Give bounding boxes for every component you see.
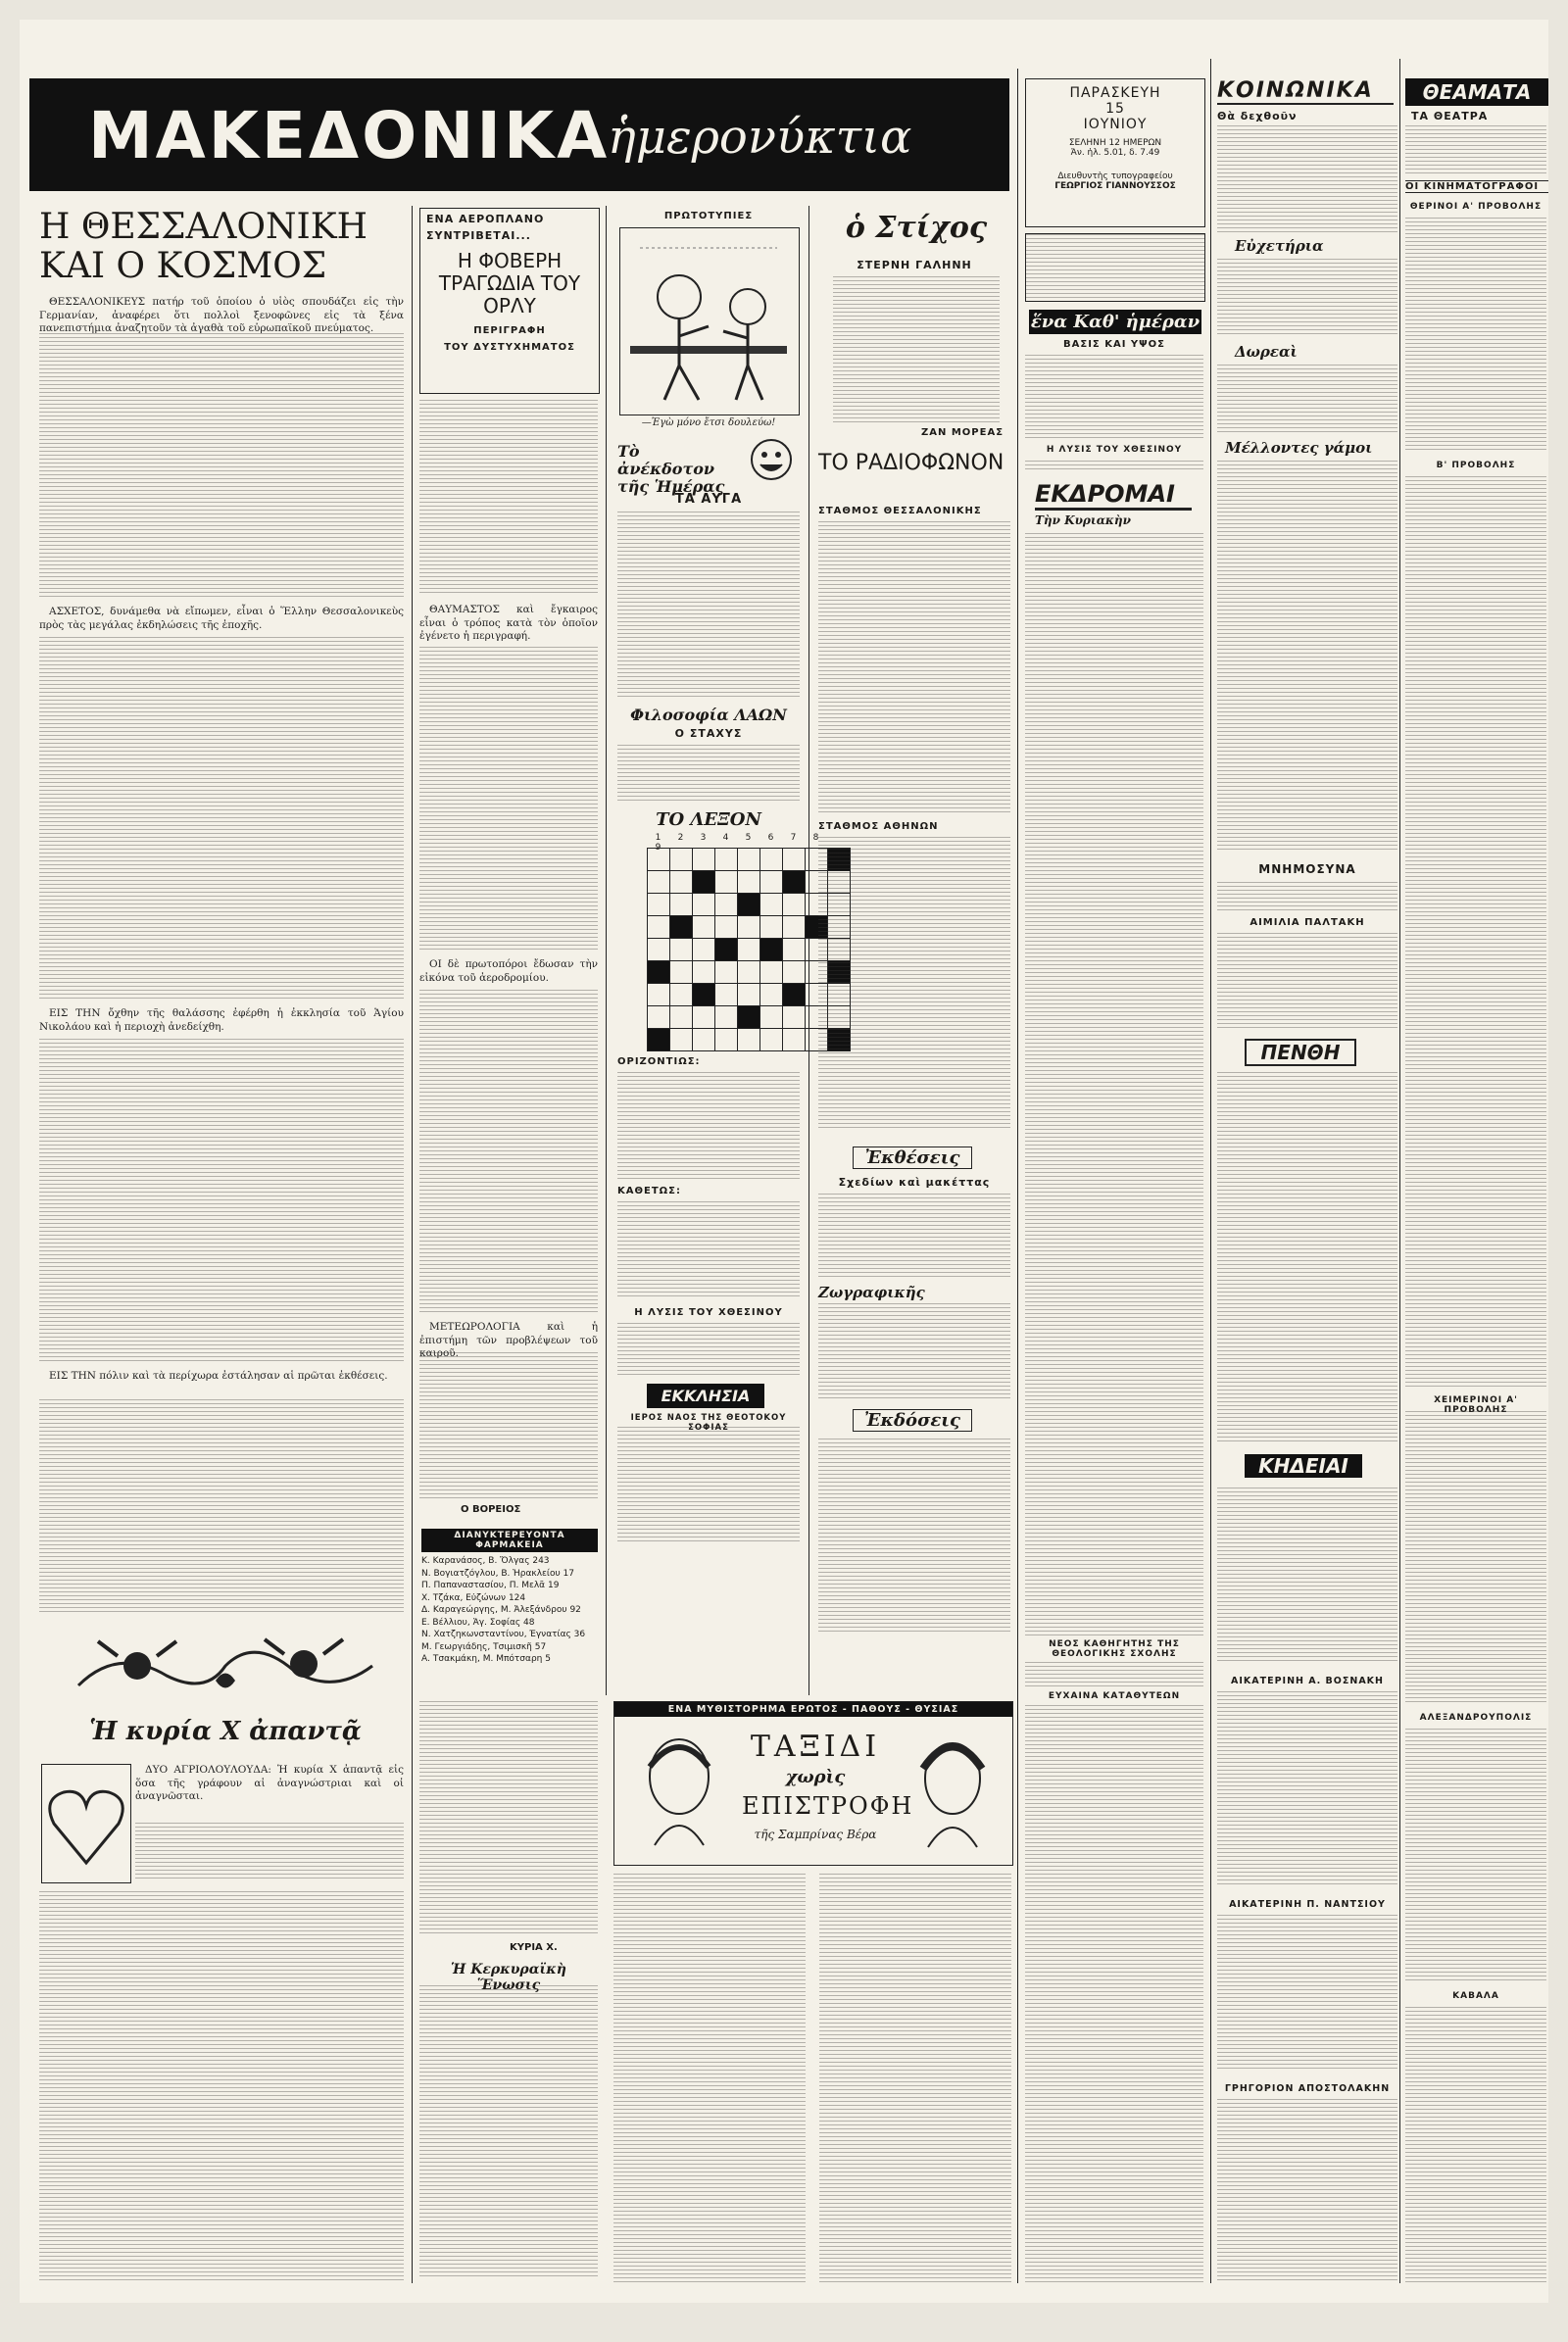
exhibitions-heading: Ἐκθέσεις xyxy=(853,1147,972,1169)
crossword-cell xyxy=(693,916,715,939)
main-headline: Η ΘΕΣΣΑΛΟΝΙΚΗ ΚΑΙ Ο ΚΟΣΜΟΣ xyxy=(39,207,368,286)
crossword-number: 1 xyxy=(655,833,662,843)
funerals-heading: ΚΗΔΕΙΑΙ xyxy=(1245,1454,1362,1478)
poem-title: ΣΤΕΡΝΗ ΓΑΛΗΝΗ xyxy=(857,259,972,271)
radio-station: ΣΤΑΘΜΟΣ ΑΘΗΝΩΝ xyxy=(818,821,939,832)
article-body xyxy=(1217,882,1397,911)
article-body xyxy=(39,1891,404,2283)
solution-text xyxy=(617,1323,800,1378)
excursion-heading: ΕΚΔΡΟΜΑΙ xyxy=(1035,480,1192,511)
pharmacy-item: Μ. Γεωργιάδης, Τσιμισκῆ 57 xyxy=(421,1641,547,1652)
crossword-cell xyxy=(648,916,670,939)
crossword-cell xyxy=(783,871,806,894)
column-rule xyxy=(412,206,413,2283)
crossword-cell xyxy=(760,1029,783,1051)
article-body xyxy=(1217,1072,1397,1444)
article-body xyxy=(818,1303,1010,1401)
article-body xyxy=(419,1352,598,1499)
cinema-subheading: ΑΛΕΞΑΝΔΡΟΥΠΟΛΙΣ xyxy=(1419,1713,1533,1723)
crossword-cell xyxy=(670,849,693,871)
serial-banner: ΕΝΑ ΜΥΘΙΣΤΟΡΗΜΑ ΕΡΩΤΟΣ - ΠΑΘΟΥΣ - ΘΥΣΙΑΣ xyxy=(614,1702,1012,1717)
crossword-cell xyxy=(738,961,760,984)
crossword-cell xyxy=(693,961,715,984)
box-kicker: ΣΥΝΤΡΙΒΕΤΑΙ... xyxy=(426,229,531,242)
crossword-cell xyxy=(670,1006,693,1029)
article-body xyxy=(39,1039,404,1362)
crossword-cell xyxy=(648,939,670,961)
crossword-cell xyxy=(760,961,783,984)
article-text: ΜΕΤΕΩΡΟΛΟΓΙΑ καὶ ἡ ἐπιστήμη τῶν προβλέψεων τοῦ καιροῦ. xyxy=(419,1321,598,1359)
masthead-subtitle: ἡμερονύκτια xyxy=(608,110,912,165)
crossword-cell xyxy=(693,1006,715,1029)
memorial-heading: ΜΝΗΜΟΣΥΝΑ xyxy=(1258,862,1356,876)
memorial-name: ΑΙΜΙΛΙΑ ΠΑΛΤΑΚΗ xyxy=(1250,917,1365,928)
serial-title-1: ΤΑΞΙΔΙ xyxy=(750,1730,881,1764)
article-body xyxy=(617,512,800,698)
crossword-cell xyxy=(783,1006,806,1029)
cinema-listings xyxy=(1405,1411,1546,1705)
crossword-cell xyxy=(760,916,783,939)
crossword-cell xyxy=(715,871,738,894)
article-body xyxy=(39,637,404,1000)
article-body xyxy=(419,1985,598,2279)
crossword-number: 8 xyxy=(812,833,819,843)
crossword-cell xyxy=(648,871,670,894)
crossword-cell xyxy=(738,984,760,1006)
crossword-cell xyxy=(783,961,806,984)
crossword-heading: ΤΟ ΛΕΞΟΝ xyxy=(656,809,761,830)
pharmacy-item: Ν. Βογιατζόγλου, Β. Ἡρακλείου 17 xyxy=(421,1568,574,1579)
crossword-cell xyxy=(648,984,670,1006)
cartoon-caption: —Ἐγὼ μόνο ἔτσι δουλεύω! xyxy=(641,417,776,428)
crossword-cell xyxy=(783,984,806,1006)
crossword-cell xyxy=(693,984,715,1006)
crossword-cell xyxy=(760,939,783,961)
cinema-listings xyxy=(1405,218,1546,453)
publications-heading: Ἐκδόσεις xyxy=(853,1409,972,1432)
pharmacy-box xyxy=(421,1529,598,1676)
serial-illustration xyxy=(620,1728,738,1857)
poem-heading: ὁ Στίχος xyxy=(845,211,988,245)
crossword-clues xyxy=(617,1072,800,1180)
article-text: ΑΣΧΕΤΟΣ, δυνάμεθα νὰ εἴπωμεν, εἶναι ὁ Ἕλλην Θεσσαλονικεὺς πρὸς τὰς μεγάλας ἐκδηλώσεις τῆς ἐποχῆς. xyxy=(39,606,404,631)
article-paragraph xyxy=(39,1370,404,1388)
crossword-cell xyxy=(738,849,760,871)
crossword-number: 5 xyxy=(745,833,752,843)
article-paragraph xyxy=(39,1007,404,1038)
article-text: ΕΙΣ ΤΗΝ πόλιν καὶ τὰ περίχωρα ἐστάλησαν αἱ πρῶται ἐκθέσεις. xyxy=(49,1370,388,1382)
box-kicker: ΕΝΑ ΑΕΡΟΠΛΑΝΟ xyxy=(426,213,545,225)
article-text: ΕΙΣ ΤΗΝ ὄχθην τῆς θαλάσσης ἐφέρθη ἡ ἐκκλησία τοῦ Ἁγίου Νικολάου καὶ ἡ περιοχὴ ἀνεδείχθη. xyxy=(39,1007,404,1033)
article-body xyxy=(419,400,598,596)
article-body xyxy=(1405,125,1546,174)
pharmacy-heading: ΔΙΑΝΥΚΤΕΡΕΥΟΝΤΑ ΦΑΡΜΑΚΕΙΑ xyxy=(421,1529,598,1552)
article-body xyxy=(1025,461,1203,472)
date-line: ΣΕΛΗΝΗ 12 ΗΜΕΡΩΝ xyxy=(1068,138,1162,148)
crossword-cell xyxy=(738,939,760,961)
crossword-cell xyxy=(670,871,693,894)
crossword-cell xyxy=(738,1006,760,1029)
crossword-cell xyxy=(670,939,693,961)
serial-title-3: ΕΠΙΣΤΡΟΦΗ xyxy=(742,1792,914,1820)
crossword-cell xyxy=(715,849,738,871)
crossword-clues xyxy=(617,1201,800,1299)
crossword-cell xyxy=(783,894,806,916)
crossword-vertical-heading: ΚΑΘΕΤΩΣ: xyxy=(617,1186,681,1196)
pharmacy-list xyxy=(421,1555,598,1666)
serial-text xyxy=(819,1874,1011,2283)
cinema-subheading: ΧΕΙΜΕΡΙΝΟΙ Α' ΠΡΟΒΟΛΗΣ xyxy=(1434,1395,1518,1415)
column-rule xyxy=(1399,59,1400,2283)
crossword-cell xyxy=(715,961,738,984)
crossword-cell xyxy=(648,1006,670,1029)
crossword-cell xyxy=(648,894,670,916)
article-body xyxy=(1217,1915,1397,2072)
radio-schedule xyxy=(818,521,1010,815)
crossword-cell xyxy=(693,1029,715,1051)
pharmacy-item: Κ. Καρανάσος, Β. Ὄλγας 243 xyxy=(421,1556,550,1566)
date-number: 15 xyxy=(1105,101,1125,117)
article-body xyxy=(135,1823,404,1881)
kerkyra-heading: Ἡ Κερκυραϊκὴ Ἕνωσις xyxy=(451,1962,566,1993)
pharmacy-item: Ε. Βέλλιου, Ἁγ. Σοφίας 48 xyxy=(421,1617,535,1628)
article-signature: Ο ΒΟΡΕΙΟΣ xyxy=(461,1504,521,1515)
cinema-subheading: ΘΕΡΙΝΟΙ Α' ΠΡΟΒΟΛΗΣ xyxy=(1409,202,1543,212)
serial-author: τῆς Σαμπρίνας Βέρα xyxy=(754,1828,877,1841)
cinema-listings xyxy=(1405,476,1546,1388)
cartoon-heading: ΠΡΩΤΟΤΥΠΙΕΣ xyxy=(663,211,754,221)
crossword-cell xyxy=(693,849,715,871)
theatre-heading: ΘΕΑΜΑΤΑ xyxy=(1405,78,1548,106)
radio-station: ΣΤΑΘΜΟΣ ΘΕΣΣΑΛΟΝΙΚΗΣ xyxy=(818,506,982,516)
crossword-cell xyxy=(670,894,693,916)
article-body xyxy=(1217,125,1397,233)
crossword-cell xyxy=(738,894,760,916)
crossword-cell xyxy=(693,939,715,961)
date-box xyxy=(1025,78,1205,227)
crossword-cell xyxy=(738,871,760,894)
crossword-cell xyxy=(738,916,760,939)
anekdoto-face-icon xyxy=(747,435,796,484)
date-day: ΠΑΡΑΣΚΕΥΗ xyxy=(1069,85,1161,101)
crossword-cell xyxy=(715,916,738,939)
cinema-heading: ΟΙ ΚΙΝΗΜΑΤΟΓΡΑΦΟΙ xyxy=(1405,180,1548,193)
article-paragraph xyxy=(419,604,598,648)
cupids-illustration xyxy=(59,1627,392,1715)
mourning-heading: ΠΕΝΘΗ xyxy=(1245,1039,1356,1066)
cinema-listings xyxy=(1405,1729,1546,1983)
radio-schedule xyxy=(818,837,1010,1131)
radio-heading: ΤΟ ΡΑΔΙΟΦΩΝΟΝ xyxy=(818,451,1004,475)
article-signature: ΚΥΡΙΑ Χ. xyxy=(510,1942,558,1953)
date-line: ΓΕΩΡΓΙΟΣ ΓΙΑΝΝΟΥΣΣΟΣ xyxy=(1054,181,1176,191)
social-heading: ΚΟΙΝΩΝΙΚΑ xyxy=(1217,78,1394,105)
cartoon-image xyxy=(619,227,800,415)
box-title: Η ΦΟΒΕΡΗ ΤΡΑΓΩΔΙΑ ΤΟΥ ΟΡΛΥ xyxy=(438,249,581,317)
article-body xyxy=(818,1439,1010,1635)
box-line: ΠΕΡΙΓΡΑΦΗ xyxy=(473,325,546,336)
article-body xyxy=(1025,1705,1203,2283)
article-body xyxy=(419,1701,598,1936)
cinema-subheading: ΚΑΒΑΛΑ xyxy=(1452,1991,1499,2001)
crossword-horizontal-heading: ΟΡΙΖΟΝΤΙΩΣ: xyxy=(617,1056,701,1067)
article-body xyxy=(1217,1691,1397,1887)
news-footer: ΕΥΧΑΙΝΑ ΚΑΤΑΘΥΤΕΩΝ xyxy=(1025,1691,1203,1701)
cinema-subheading: Β' ΠΡΟΒΟΛΗΣ xyxy=(1436,461,1516,470)
crossword-cell xyxy=(670,916,693,939)
painting-heading: Ζωγραφικῆς xyxy=(818,1284,925,1301)
pharmacy-item: Χ. Τζάκα, Εὐζώνων 124 xyxy=(421,1592,526,1603)
masthead-title: ΜΑΚΕΔΟΝΙΚΑ xyxy=(88,98,611,173)
news-heading: ΝΕΟΣ ΚΑΘΗΓΗΤΗΣ ΤΗΣ ΘΕΟΛΟΓΙΚΗΣ ΣΧΟΛΗΣ xyxy=(1025,1636,1203,1662)
crossword-cell xyxy=(760,849,783,871)
article-body xyxy=(39,1399,404,1615)
article-paragraph xyxy=(39,606,404,636)
article-body xyxy=(1217,365,1397,433)
crossword-cell xyxy=(648,1029,670,1051)
church-subtitle: ΙΕΡΟΣ ΝΑΟΣ ΤΗΣ ΘΕΟΤΟΚΟΥ ΣΟΦΙΑΣ xyxy=(630,1413,787,1433)
plane-crash-box xyxy=(419,208,600,394)
crossword-cell xyxy=(738,1029,760,1051)
article-body xyxy=(1025,355,1203,438)
article-body xyxy=(1217,933,1397,1031)
serial-banner-box xyxy=(613,1701,1013,1866)
poem-author: ΖΑΝ ΜΟΡΕΑΣ xyxy=(921,427,1004,438)
article-body xyxy=(1217,2099,1397,2283)
pharmacy-item: Ν. Χατζηκωνσταντίνου, Ἐγνατίας 36 xyxy=(421,1630,586,1639)
funeral-name: ΓΡΗΓΟΡΙΟΝ ΑΠΟΣΤΟΛΑΚΗΝ xyxy=(1224,2083,1391,2094)
article-body xyxy=(818,1194,1010,1277)
crossword-cell xyxy=(715,894,738,916)
funeral-name: ΑΙΚΑΤΕΡΙΝΗ Π. ΝΑΝΤΣΙΟΥ xyxy=(1229,1899,1386,1910)
crossword-cell xyxy=(783,916,806,939)
crossword-cell xyxy=(783,1029,806,1051)
crossword-cell xyxy=(693,871,715,894)
date-month: ΙΟΥΝΙΟΥ xyxy=(1083,117,1148,132)
excursion-subtitle: Τὴν Κυριακὴν xyxy=(1035,513,1131,527)
crossword-number: 3 xyxy=(700,833,707,843)
article-body xyxy=(419,647,598,951)
date-line: Ἀν. ἡλ. 5.01, δ. 7.49 xyxy=(1070,148,1160,158)
anekdoto-heading: Τὸ ἀνέκδοτον τῆς Ἡμέρας xyxy=(617,442,725,496)
serial-illustration xyxy=(899,1728,1006,1857)
crossword-cell xyxy=(648,961,670,984)
philosophy-heading: Φιλοσοφία ΛΑΩΝ xyxy=(630,706,787,724)
serial-title-2: χωρὶς xyxy=(785,1767,846,1787)
serial-text xyxy=(613,1874,806,2283)
gifts-heading: Δωρεαὶ xyxy=(1235,343,1298,361)
solution-heading: Η ΛΥΣΙΣ ΤΟΥ ΧΘΕΣΙΝΟΥ xyxy=(634,1307,783,1318)
daily-signature: Η ΛΥΣΙΣ ΤΟΥ ΧΘΕΣΙΝΟΥ xyxy=(1046,445,1183,455)
newspaper-page xyxy=(20,20,1548,2303)
wishes-heading: Εὐχετήρια xyxy=(1235,237,1324,255)
weddings-heading: Μέλλοντες γάμοι xyxy=(1225,439,1373,457)
cinema-listings xyxy=(1405,2007,1546,2283)
philosophy-subtitle: Ο ΣΤΑΧΥΣ xyxy=(674,727,743,740)
article-text: ΘΕΣΣΑΛΟΝΙΚΕΥΣ πατήρ τοῦ ὁποίου ὁ υἱὸς σπουδάζει εἰς τὴν Γερμανίαν, ἀναφέρει ὅτι πολλοὶ ξενοφῶνες εἰς τὰ ξένα πανεπιστήμια ἀναζητοῦν τὰ ἀγαθὰ τοῦ εὐρωπαϊκοῦ πνεύματος. xyxy=(39,296,404,334)
crossword-cell xyxy=(760,871,783,894)
anekdoto-title: ΤΑ ΑΥΓΑ xyxy=(674,492,743,507)
crossword-cell xyxy=(648,849,670,871)
crossword-number: 4 xyxy=(722,833,729,843)
poem-body xyxy=(833,276,1000,423)
column-rule xyxy=(606,206,607,1695)
article-body xyxy=(1217,461,1397,853)
pharmacy-item: Δ. Καραγεώργης, Μ. Ἀλεξάνδρου 92 xyxy=(421,1605,581,1615)
crossword-number: 6 xyxy=(767,833,774,843)
article-body xyxy=(419,990,598,1313)
crossword-cell xyxy=(760,1006,783,1029)
column-rule xyxy=(1017,69,1018,2283)
crossword-cell xyxy=(783,849,806,871)
exhibitions-subtitle: Σχεδίων καὶ μακέττας xyxy=(838,1176,991,1189)
crossword-number: 2 xyxy=(677,833,684,843)
article-paragraph xyxy=(419,958,598,989)
date-line: Διευθυντὴς τυπογραφείου xyxy=(1057,171,1173,181)
notice-box xyxy=(1025,233,1205,302)
church-heading: ΕΚΚΛΗΣΙΑ xyxy=(647,1384,764,1408)
crossword-cell xyxy=(760,894,783,916)
crossword-cell xyxy=(693,894,715,916)
pharmacy-item: Α. Τσακμάκη, Μ. Μπότσαρη 5 xyxy=(421,1654,551,1664)
article-text: ΔΥΟ ΑΓΡΙΟΛΟΥΛΟΥΔΑ: Ἡ κυρία Χ ἀπαντᾷ εἰς ὅσα τῆς γράφουν αἱ ἀναγνώστριαι καὶ οἱ ἀναγνῶσται. xyxy=(135,1764,404,1802)
crossword-cell xyxy=(670,961,693,984)
crossword-number: 9 xyxy=(655,843,662,853)
crossword-cell xyxy=(715,984,738,1006)
heart-illustration xyxy=(41,1764,131,1883)
crossword-cell xyxy=(670,1029,693,1051)
theatre-subtitle: ΤΑ ΘΕΑΤΡΑ xyxy=(1411,110,1489,122)
box-line: ΤΟΥ ΔΥΣΤΥΧΗΜΑΤΟΣ xyxy=(444,342,575,353)
crossword-number: 7 xyxy=(790,833,797,843)
funeral-name: ΑΙΚΑΤΕΡΙΝΗ Α. ΒΟΣΝΑΚΗ xyxy=(1231,1676,1384,1686)
article-body xyxy=(617,1427,800,1544)
column-rule xyxy=(1210,59,1211,2283)
daily-subtitle: ΒΑΣΙΣ ΚΑΙ ΥΨΟΣ xyxy=(1063,339,1165,350)
daily-heading: ἕνα Καθ' ἡμέραν xyxy=(1030,312,1200,332)
crossword-cell xyxy=(715,939,738,961)
article-body xyxy=(1217,1488,1397,1664)
article-text: ΘΑΥΜΑΣΤΟΣ καὶ ἔγκαιρος εἶναι ὁ τρόπος κατὰ τὸν ὁποῖον ἐγένετο ἡ περιγραφή. xyxy=(419,604,598,642)
article-body xyxy=(1025,533,1203,1689)
crossword-cell xyxy=(783,939,806,961)
crossword-cell xyxy=(670,984,693,1006)
article-body xyxy=(617,745,800,804)
article-text: ΟΙ δὲ πρωτοπόροι ἔδωσαν τὴν εἰκόνα τοῦ ἀεροδρομίου. xyxy=(419,958,598,984)
kyria-x-title: Ἡ κυρία Χ ἀπαντᾷ xyxy=(89,1717,362,1746)
article-paragraph xyxy=(135,1764,404,1808)
crossword-cell xyxy=(760,984,783,1006)
article-body xyxy=(39,333,404,598)
crossword-cell xyxy=(715,1006,738,1029)
pharmacy-item: Π. Παπαναστασίου, Π. Μελᾶ 19 xyxy=(421,1581,560,1590)
article-body xyxy=(1217,259,1397,337)
social-subtitle: Θὰ δεχθοῦν xyxy=(1217,110,1298,122)
crossword-cell xyxy=(715,1029,738,1051)
